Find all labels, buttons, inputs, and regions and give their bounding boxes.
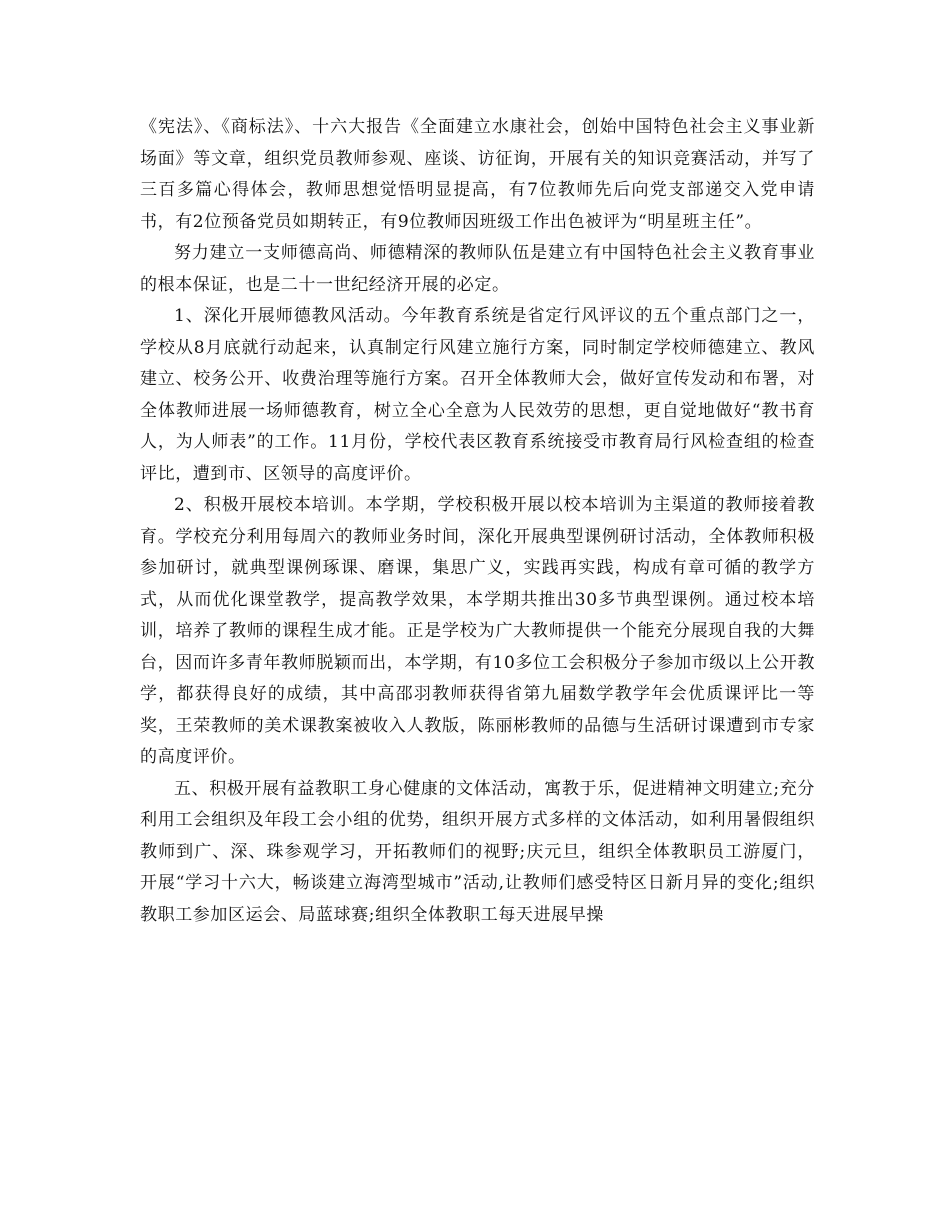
paragraph-teacher-team: 努力建立一支师德高尚、师德精深的教师队伍是建立有中国特色社会主义教育事业的根本保证，也是二十一世纪经济开展的必定。: [140, 243, 815, 295]
paragraph-sports-culture: 五、积极开展有益教职工身心健康的文体活动，寓教于乐，促进精神文明建立;充分利用工会组织及年段工会小组的优势，组织开展方式多样的文体活动，如利用暑假组织教师到广、深、珠参观学习，开拓教师们的视野;庆元旦，组织全体教职员工游厦门，开展“学习十六大，畅谈建立海湾型城市”活动,让教师们感受特区日新月异的变化;组织教职工参加区运会、局蓝球赛;组织全体教职工每天进展早操: [140, 778, 815, 925]
document-body: [140, 112, 815, 931]
paragraph-ethics-activity: 1、深化开展师德教风活动。今年教育系统是省定行风评议的五个重点部门之一，学校从8月底就行动起来，认真制定行风建立施行方案，同时制定学校师德建立、教风建立、校务公开、收费治理等施行方案。召开全体教师大会，做好宣传发动和布署，对全体教师进展一场师德教育，树立全心全意为人民效劳的思想，更自觉地做好“教书育人，为人师表”的工作。11月份，学校代表区教育系统接受市教育局行风检查组的检查评比，遭到市、区领导的高度评价。: [140, 306, 815, 484]
paragraph-party-study: 《宪法》、《商标法》、十六大报告《全面建立水康社会，创始中国特色社会主义事业新场面》等文章，组织党员教师参观、座谈、访征询，开展有关的知识竞赛活动，并写了三百多篇心得体会，教师思想觉悟明显提高，有7位教师先后向党支部递交入党申请书，有2位预备党员如期转正，有9位教师因班级工作出色被评为“明星班主任”。: [140, 117, 815, 232]
paragraph-school-training: 2、积极开展校本培训。本学期，学校积极开展以校本培训为主渠道的教师接着教育。学校充分利用每周六的教师业务时间，深化开展典型课例研讨活动，全体教师积极参加研讨，就典型课例琢课、磨课，集思广义，实践再实践，构成有章可循的教学方式，从而优化课堂教学，提高教学效果，本学期共推出30多节典型课例。通过校本培训，培养了教师的课程生成才能。正是学校为广大教师提供一个能充分展现自我的大舞台，因而许多青年教师脱颖而出，本学期，有10多位工会积极分子参加市级以上公开教学，都获得良好的成绩，其中高邵羽教师获得省第九届数学教学年会优质课评比一等奖，王荣教师的美术课教案被收入人教版，陈丽彬教师的品德与生活研讨课遭到市专家的高度评价。: [140, 495, 815, 767]
